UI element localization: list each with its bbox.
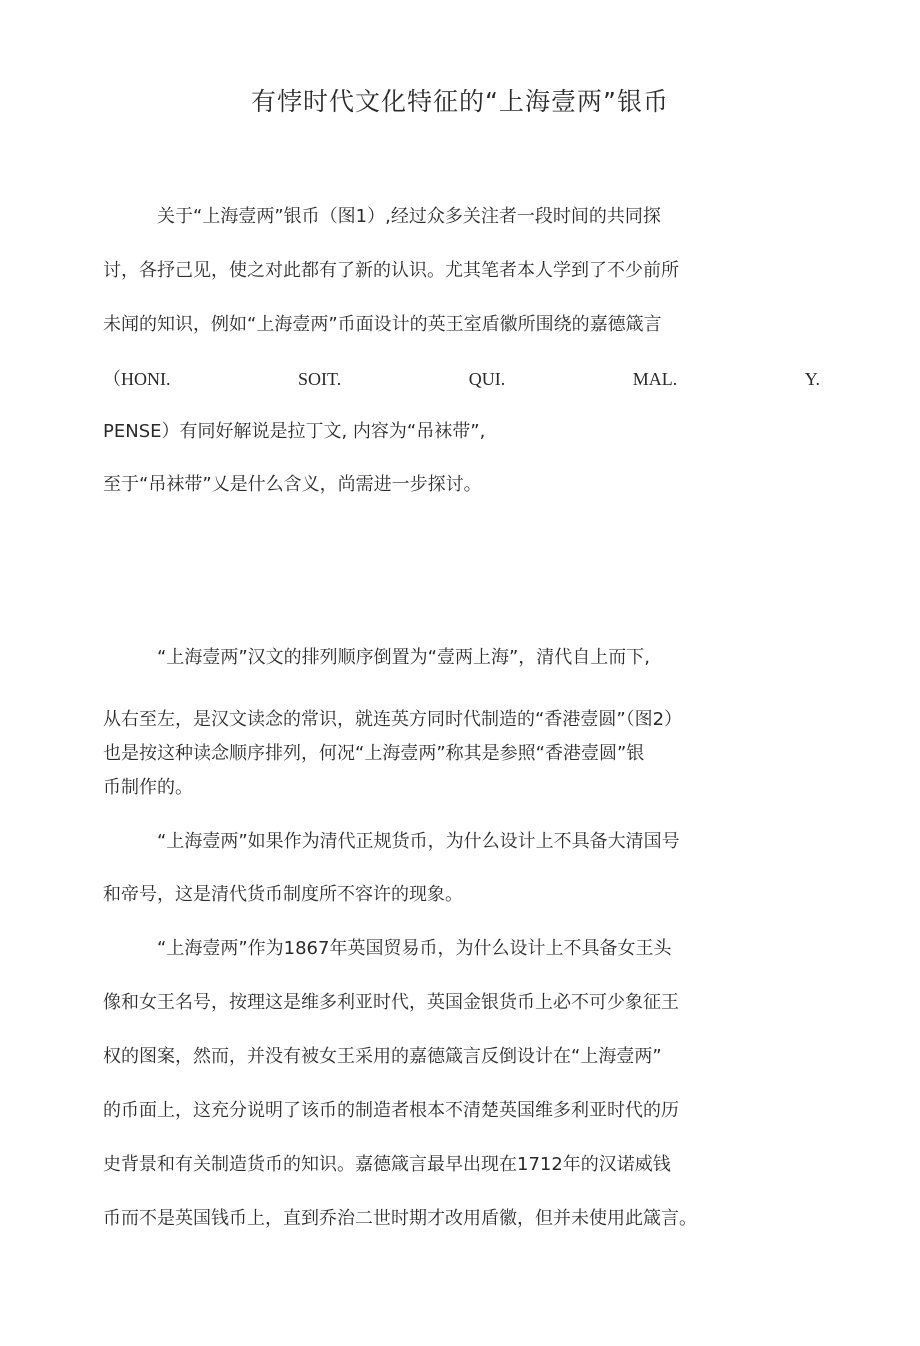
p4-line-3: 权的图案，然而，并没有被女王采用的嘉德箴言反倒设计在“上海壹两”: [103, 1046, 662, 1067]
p1-line-5: PENSE）有同好解说是拉丁文, 内容为“吊袜带”,: [103, 421, 486, 442]
p2-line-1: “上海壹两”汉文的排列顺序倒置为“壹两上海”，清代自上而下,: [157, 647, 651, 668]
motto-word: （HONI.: [103, 369, 171, 389]
p1-motto-line: [103, 366, 820, 392]
motto-word: MAL.: [632, 369, 678, 389]
p2-line-3: 也是按这种读念顺序排列，何况“上海壹两”称其是参照“香港壹圆”银: [103, 743, 645, 764]
p4-line-4: 的币面上，这充分说明了该币的制造者根本不清楚英国维多利亚时代的历: [103, 1100, 679, 1121]
p1-line-6: 至于“吊袜带”乂是什么含义，尚需进一步探讨。: [103, 474, 482, 495]
p1-line-2: 讨，各抒己见，使之对此都有了新的认识。尤其笔者本人学到了不少前所: [103, 260, 679, 281]
p3-line-1: “上海壹两”如果作为清代正规货币，为什么设计上不具备大清国号: [157, 831, 680, 852]
p4-line-2: 像和女王名号，按理这是维多利亚时代，英国金银货币上必不可少象征王: [103, 992, 679, 1013]
motto-word: Y.: [804, 369, 820, 389]
p4-line-5: 史背景和有关制造货币的知识。嘉德箴言最早出现在1712年的汉诺威钱: [103, 1154, 671, 1175]
p2-line-2: 从右至左，是汉文读念的常识，就连英方同时代制造的“香港壹圆”（图2）: [103, 709, 683, 730]
article-title: 有悖时代文化特征的“上海壹两”银币: [251, 87, 669, 116]
p1-line-1: 关于“上海壹两”银币（图1）,经过众多关注者一段时间的共同探: [157, 206, 661, 227]
p4-line-6: 币而不是英国钱币上，直到乔治二世时期才改用盾徽，但并未使用此箴言。: [103, 1208, 697, 1229]
p1-line-3: 未闻的知识，例如“上海壹两”币面设计的英王室盾徽所围绕的嘉德箴言: [103, 314, 662, 335]
p2-line-4: 币制作的。: [103, 777, 193, 798]
motto-word: QUI.: [468, 369, 506, 389]
p4-line-1: “上海壹两”作为1867年英国贸易币，为什么设计上不具备女王头: [157, 938, 672, 959]
p3-line-2: 和帝号，这是清代货币制度所不容许的现象。: [103, 884, 463, 905]
motto-word: SOIT.: [298, 369, 342, 389]
